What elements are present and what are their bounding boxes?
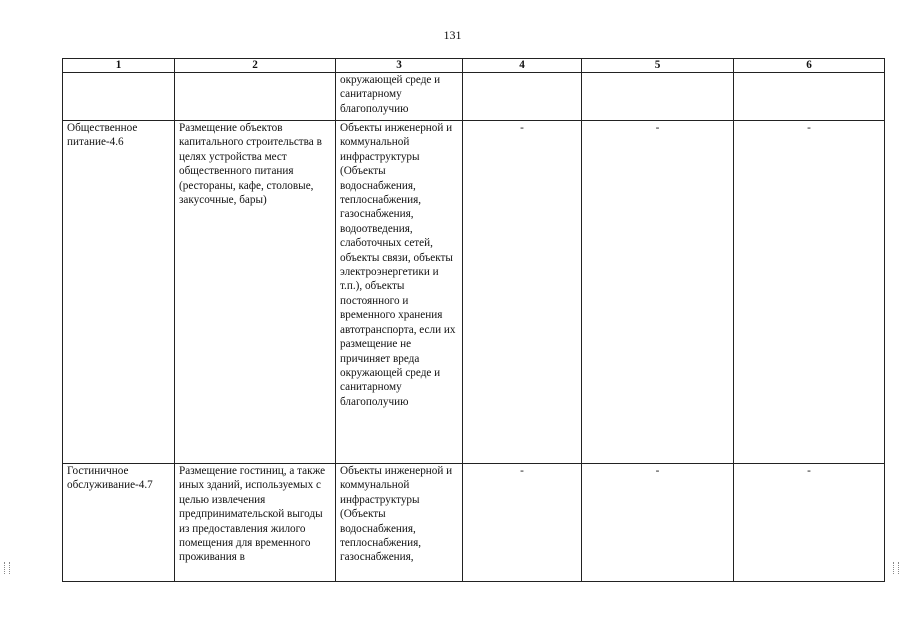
cell-use-type: Общественное питание-4.6 (63, 121, 175, 464)
cell-use-type (63, 73, 175, 121)
cell-description (175, 73, 336, 121)
header-row (63, 59, 885, 73)
header-col-2: 2 (175, 59, 336, 73)
page-number: 131 (443, 28, 462, 42)
cell-col-5: - (582, 464, 734, 582)
cell-description: Размещение гостиниц, а также иных зданий, используемых с целью извлечения предпринимательской выгоды из предоставления жилого помещения для временного проживания в (175, 464, 336, 582)
cell-col-6: - (734, 121, 885, 464)
header-col-1: 1 (63, 59, 175, 73)
cell-col-5 (582, 73, 734, 121)
cell-col-5: - (582, 121, 734, 464)
zoning-table (62, 58, 885, 582)
scan-edge-mark (4, 562, 10, 574)
cell-col-6 (734, 73, 885, 121)
cell-col-4: - (463, 121, 582, 464)
table-row (63, 121, 885, 464)
cell-col-4: - (463, 464, 582, 582)
header-col-3: 3 (336, 59, 463, 73)
cell-col-6: - (734, 464, 885, 582)
cell-auxiliary-uses: окружающей среде и санитарному благополучию (336, 73, 463, 121)
cell-auxiliary-uses: Объекты инженерной и коммунальной инфраструктуры (Объекты водоснабжения, теплоснабжения, газоснабжения, (336, 464, 463, 582)
table-row (63, 464, 885, 582)
header-col-4: 4 (463, 59, 582, 73)
table-row (63, 73, 885, 121)
header-col-5: 5 (582, 59, 734, 73)
cell-use-type: Гостиничное обслуживание-4.7 (63, 464, 175, 582)
cell-auxiliary-uses: Объекты инженерной и коммунальной инфраструктуры (Объекты водоснабжения, теплоснабжения, газоснабжения, водоотведения, слаботочных сетей, объекты связи, объекты электроэнергетики и т.п.), объекты постоянного и временного хранения автотранспорта, если их размещение не причиняет вреда окружающей среде и санитарному благополучию (336, 121, 463, 464)
scan-edge-mark (893, 562, 899, 574)
header-col-6: 6 (734, 59, 885, 73)
cell-col-4 (463, 73, 582, 121)
cell-description: Размещение объектов капитального строительства в целях устройства мест общественного питания (рестораны, кафе, столовые, закусочные, бары) (175, 121, 336, 464)
